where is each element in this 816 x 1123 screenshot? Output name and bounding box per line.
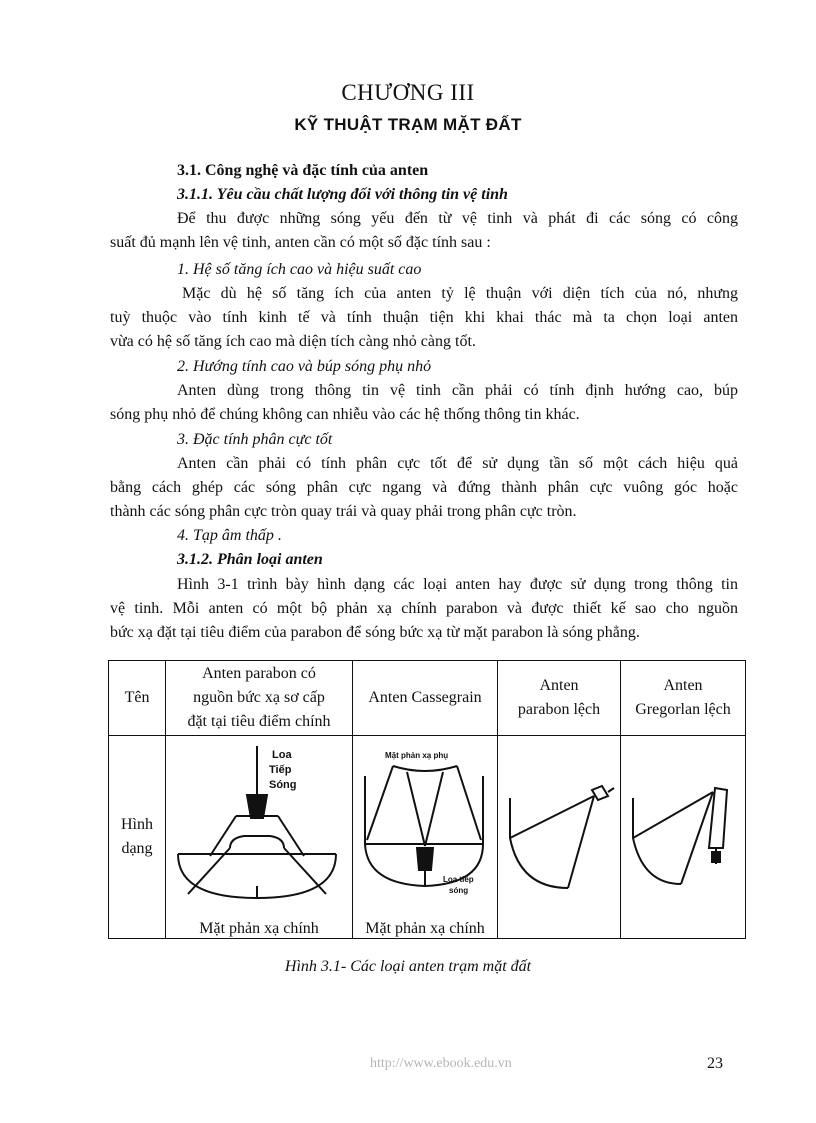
column-header-prime-focus: Anten parabon có nguồn bức xạ sơ cấp đặt tại tiêu điểm chính: [166, 661, 353, 736]
requirement-item-2: 2. Hướng tính cao và búp sóng phụ nhỏ: [177, 358, 432, 375]
feed-horn-label-3: Sóng: [269, 779, 297, 791]
section-heading: 3.1. Công nghệ và đặc tính của anten: [177, 162, 429, 179]
prime-focus-antenna-cell: [166, 736, 353, 939]
paragraph-3-line-1: Anten dùng trong thông tin vệ tinh cần phải có tính định hướng cao, búp: [177, 382, 738, 399]
cassegrain-antenna-diagram: [353, 736, 497, 926]
column-header-cassegrain: Anten Cassegrain: [353, 661, 498, 736]
offset-gregorian-antenna-diagram: [621, 738, 745, 928]
requirement-item-1: 1. Hệ số tăng ích cao và hiệu suất cao: [177, 261, 422, 278]
subsection-heading-3-1-2: 3.1.2. Phân loại anten: [177, 551, 323, 568]
row-label-shape: Hình dạng: [109, 736, 166, 939]
chapter-title: KỸ THUẬT TRẠM MẶT ĐẤT: [294, 115, 522, 134]
cassegrain-reflector-caption: Mặt phản xạ chính: [365, 920, 485, 937]
chapter-number: CHƯƠNG III: [341, 80, 475, 105]
footer-url-watermark: http://www.ebook.edu.vn: [370, 1056, 512, 1071]
offset-parabolic-antenna-cell: [498, 736, 621, 939]
feed-horn-label-2: Tiếp: [269, 764, 292, 776]
table-shape-row: [109, 736, 746, 939]
column-header-offset-parabolic: Anten parabon lệch: [498, 661, 621, 736]
table-header-row: [109, 661, 746, 736]
requirement-item-3: 3. Đặc tính phân cực tốt: [177, 431, 333, 448]
cassegrain-feed-label-2: sóng: [449, 886, 469, 895]
page-number: 23: [707, 1055, 723, 1072]
paragraph-4-line-3: thành các sóng phân cực tròn quay trái và quay phải trong phân cực tròn.: [110, 503, 577, 520]
paragraph-2-line-3: vừa có hệ số tăng ích cao mà diện tích càng nhỏ càng tốt.: [110, 333, 476, 350]
paragraph-2-line-1: Mặc dù hệ số tăng ích của anten tỷ lệ thuận với diện tích của nó, nhưng: [182, 285, 738, 302]
subsection-heading-3-1-1: 3.1.1. Yêu cầu chất lượng đối với thông tin vệ tinh: [177, 186, 508, 203]
prime-focus-antenna-diagram: [166, 736, 352, 926]
offset-parabolic-antenna-diagram: [498, 738, 620, 928]
figure-caption: Hình 3.1- Các loại anten trạm mặt đất: [284, 958, 532, 975]
column-header-offset-gregorian: Anten Gregorlan lệch: [621, 661, 746, 736]
feed-horn-label-1: Loa: [272, 749, 292, 761]
paragraph-5-line-1: Hình 3-1 trình bày hình dạng các loại anten hay được sử dụng trong thông tin: [177, 576, 738, 593]
paragraph-5-line-3: bức xạ đặt tại tiêu điểm của parabon để sóng bức xạ từ mặt parabon là sóng phẳng.: [110, 624, 640, 641]
paragraph-1-line-1: Để thu được những sóng yếu đến từ vệ tinh và phát đi các sóng có công: [177, 210, 738, 227]
prime-focus-reflector-caption: Mặt phản xạ chính: [199, 920, 319, 937]
offset-gregorian-antenna-cell: [621, 736, 746, 939]
paragraph-4-line-1: Anten cần phải có tính phân cực tốt để sử dụng tần số một cách hiệu quả: [177, 455, 738, 472]
subreflector-label: Mặt phản xạ phụ: [385, 751, 449, 760]
paragraph-5-line-2: vệ tinh. Mỗi anten có một bộ phản xạ chính parabon và được thiết kế sao cho nguồn: [110, 600, 738, 617]
paragraph-1-line-2: suất đủ mạnh lên vệ tinh, anten cần có một số đặc tính sau :: [110, 234, 491, 251]
row-label-name: Tên: [109, 661, 166, 736]
paragraph-3-line-2: sóng phụ nhỏ để chúng không can nhiễu vào các hệ thống thông tin khác.: [110, 406, 580, 423]
paragraph-2-line-2: tuỳ thuộc vào tính kinh tế và tính thuận tiện khi khai thác mà ta chọn loại anten: [110, 309, 738, 326]
requirement-item-4: 4. Tạp âm thấp .: [177, 527, 282, 544]
antenna-types-table: [108, 660, 746, 939]
paragraph-4-line-2: bằng cách ghép các sóng phân cực ngang và đứng thành phân cực vuông góc hoặc: [110, 479, 738, 496]
cassegrain-feed-label-1: Loa tiếp: [443, 875, 474, 884]
cassegrain-antenna-cell: [353, 736, 498, 939]
